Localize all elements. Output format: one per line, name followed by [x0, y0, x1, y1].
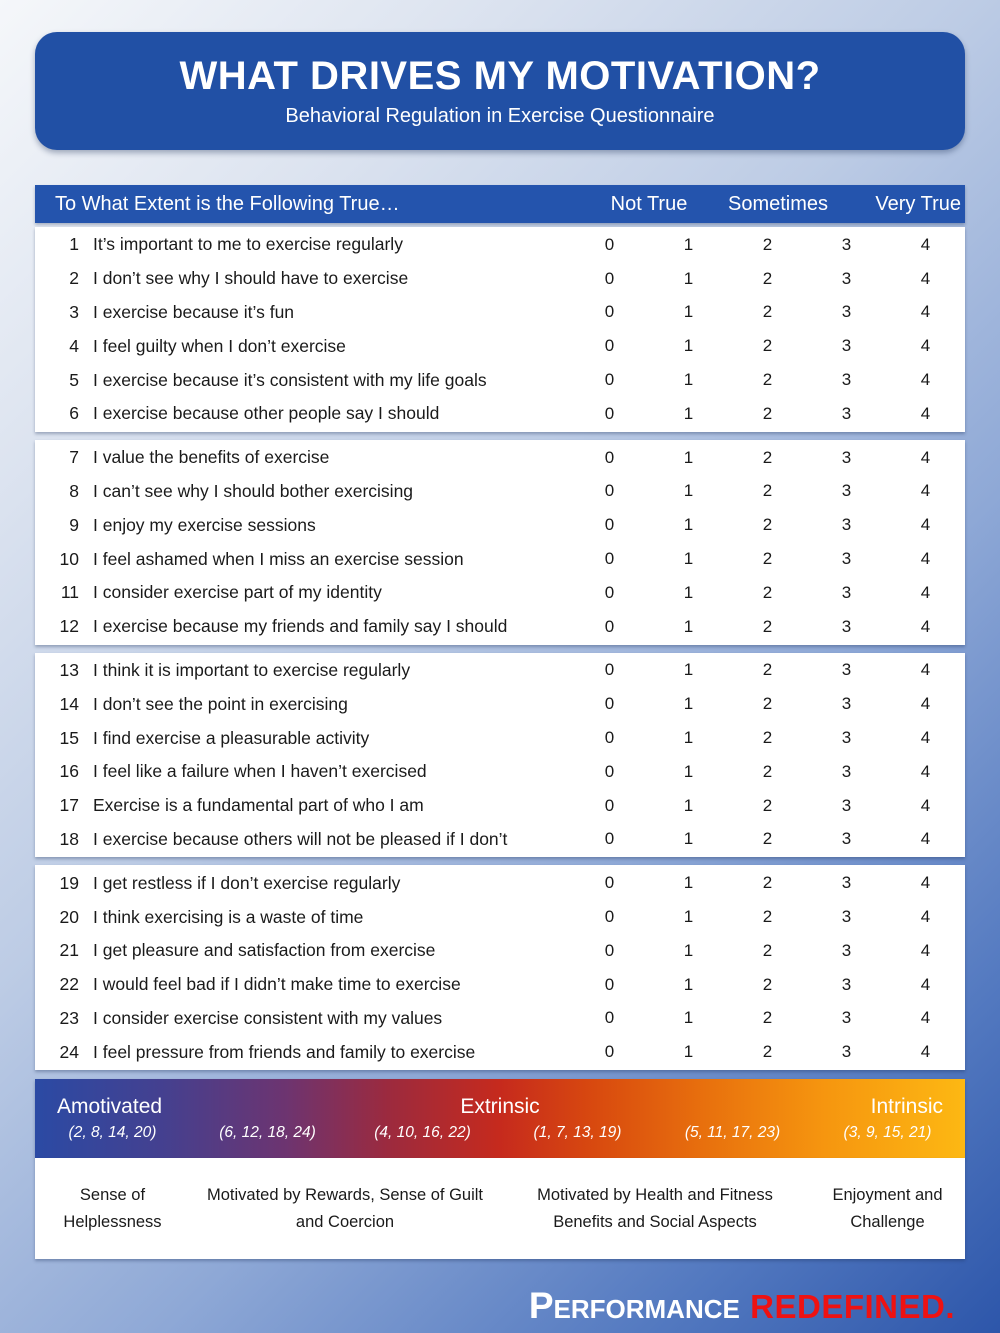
rating-option[interactable]: 2	[762, 728, 773, 748]
question-text: I exercise because other people say I should	[93, 403, 440, 424]
question-row	[35, 363, 965, 397]
page-title: WHAT DRIVES MY MOTIVATION?	[179, 54, 821, 98]
rating-option[interactable]: 4	[920, 336, 931, 356]
rating-option[interactable]: 2	[762, 660, 773, 680]
question-number: 3	[69, 301, 79, 322]
rating-option[interactable]: 4	[920, 447, 931, 467]
question-number: 4	[69, 335, 79, 356]
rating-option[interactable]: 2	[762, 761, 773, 781]
rating-option[interactable]: 1	[683, 268, 694, 288]
rating-option[interactable]: 3	[841, 873, 852, 893]
question-row	[35, 508, 965, 542]
question-number: 12	[59, 616, 79, 637]
rating-option[interactable]: 0	[604, 1042, 615, 1062]
rating-option[interactable]: 4	[920, 694, 931, 714]
question-number: 15	[59, 727, 79, 748]
brand-performance: Performance	[528, 1285, 740, 1327]
rating-option[interactable]: 0	[604, 1008, 615, 1028]
rating-option[interactable]: 0	[604, 694, 615, 714]
rating-option[interactable]: 2	[762, 515, 773, 535]
question-text: It’s important to me to exercise regularly	[93, 234, 403, 255]
rating-option[interactable]: 0	[604, 761, 615, 781]
question-block	[35, 227, 965, 432]
question-row	[35, 262, 965, 296]
rating-option[interactable]: 2	[762, 336, 773, 356]
rating-option[interactable]: 3	[841, 940, 852, 960]
rating-option[interactable]: 2	[762, 907, 773, 927]
question-block	[35, 440, 965, 645]
rating-option[interactable]: 0	[604, 370, 615, 390]
question-row	[35, 900, 965, 934]
question-text: I feel pressure from friends and family to exercise	[93, 1041, 476, 1062]
question-number: 13	[59, 659, 79, 680]
rating-option[interactable]: 4	[920, 873, 931, 893]
question-number: 23	[59, 1007, 79, 1028]
question-row	[35, 610, 965, 644]
rating-option[interactable]: 3	[841, 481, 852, 501]
rating-option[interactable]: 2	[762, 370, 773, 390]
question-row	[35, 823, 965, 857]
number-group: (3, 9, 15, 21)	[843, 1124, 932, 1142]
question-row	[35, 1002, 965, 1036]
rating-option[interactable]: 0	[604, 660, 615, 680]
question-number: 22	[59, 974, 79, 995]
question-text: I feel ashamed when I miss an exercise session	[93, 548, 464, 569]
column-header-very-true: Very True	[875, 192, 961, 215]
question-number: 24	[59, 1041, 79, 1062]
rating-option[interactable]: 0	[604, 616, 615, 636]
question-number: 8	[69, 480, 79, 501]
rating-option[interactable]: 0	[604, 336, 615, 356]
rating-option[interactable]: 4	[920, 268, 931, 288]
rating-option[interactable]: 4	[920, 728, 931, 748]
rating-option[interactable]: 4	[920, 616, 931, 636]
question-number: 6	[69, 403, 79, 424]
title-card	[35, 32, 965, 150]
question-number: 11	[60, 582, 79, 603]
question-number: 20	[59, 906, 79, 927]
rating-option[interactable]: 1	[683, 940, 694, 960]
rating-option[interactable]: 0	[604, 974, 615, 994]
question-text: I feel like a failure when I haven’t exercised	[93, 761, 427, 782]
question-number: 21	[59, 940, 79, 961]
rating-option[interactable]: 3	[841, 660, 852, 680]
number-group: (2, 8, 14, 20)	[68, 1124, 157, 1142]
rating-option[interactable]: 4	[920, 829, 931, 849]
rating-option[interactable]: 0	[604, 302, 615, 322]
question-row	[35, 228, 965, 262]
question-number: 1	[69, 234, 79, 255]
rating-option[interactable]: 2	[762, 795, 773, 815]
rating-option[interactable]: 1	[683, 336, 694, 356]
question-block	[35, 653, 965, 858]
rating-option[interactable]: 3	[841, 582, 852, 602]
question-block	[35, 865, 965, 1070]
column-header-not-true: Not True	[610, 192, 688, 215]
rating-option[interactable]: 1	[683, 582, 694, 602]
rating-option[interactable]: 4	[920, 795, 931, 815]
rating-option[interactable]: 1	[683, 1042, 694, 1062]
question-text: I exercise because my friends and family say I should	[93, 616, 508, 637]
rating-option[interactable]: 0	[604, 728, 615, 748]
question-text: I feel guilty when I don’t exercise	[93, 335, 346, 356]
question-row	[35, 441, 965, 475]
rating-option[interactable]: 2	[762, 481, 773, 501]
rating-option[interactable]: 1	[683, 447, 694, 467]
question-text: I exercise because it’s fun	[93, 301, 295, 322]
question-number: 14	[59, 693, 79, 714]
category-description: Enjoyment and Challenge	[832, 1186, 943, 1231]
question-text: I exercise because others will not be pleased if I don’t	[93, 828, 508, 849]
rating-option[interactable]: 4	[920, 582, 931, 602]
rating-option[interactable]: 4	[920, 481, 931, 501]
rating-option[interactable]: 1	[683, 873, 694, 893]
rating-option[interactable]: 3	[841, 974, 852, 994]
rating-option[interactable]: 1	[683, 728, 694, 748]
rating-option[interactable]: 3	[841, 1042, 852, 1062]
brand-logo	[35, 1285, 965, 1327]
rating-option[interactable]: 3	[841, 829, 852, 849]
rating-option[interactable]: 3	[841, 1008, 852, 1028]
number-group: (5, 11, 17, 23)	[684, 1124, 781, 1142]
rating-option[interactable]: 4	[920, 549, 931, 569]
question-text: I think exercising is a waste of time	[93, 906, 364, 927]
rating-option[interactable]: 1	[683, 907, 694, 927]
rating-option[interactable]: 0	[604, 403, 615, 423]
question-text: I can’t see why I should bother exercising	[93, 480, 414, 501]
rating-option[interactable]: 3	[841, 907, 852, 927]
rating-option[interactable]: 1	[683, 515, 694, 535]
rating-option[interactable]: 3	[841, 336, 852, 356]
rating-option[interactable]: 4	[920, 761, 931, 781]
question-number-groups	[35, 1124, 965, 1142]
question-text: I consider exercise consistent with my values	[93, 1007, 443, 1028]
rating-option[interactable]: 0	[604, 515, 615, 535]
question-number: 19	[59, 872, 79, 893]
question-row	[35, 542, 965, 576]
rating-option[interactable]: 2	[762, 447, 773, 467]
rating-option[interactable]: 0	[604, 795, 615, 815]
rating-option[interactable]: 0	[604, 873, 615, 893]
rating-option[interactable]: 4	[920, 940, 931, 960]
rating-option[interactable]: 3	[841, 694, 852, 714]
question-text: Exercise is a fundamental part of who I am	[93, 795, 424, 816]
number-group: (4, 10, 16, 22)	[374, 1124, 471, 1142]
question-text: I get pleasure and satisfaction from exercise	[93, 940, 436, 961]
question-number: 5	[69, 369, 79, 390]
question-number: 10	[59, 548, 79, 569]
rating-option[interactable]: 2	[762, 616, 773, 636]
question-text: I enjoy my exercise sessions	[93, 514, 316, 535]
rating-option[interactable]: 3	[841, 616, 852, 636]
rating-option[interactable]: 0	[604, 940, 615, 960]
question-row	[35, 934, 965, 968]
category-description: Sense of Helplessness	[63, 1186, 162, 1231]
rating-option[interactable]: 1	[683, 761, 694, 781]
rating-option[interactable]: 2	[762, 234, 773, 254]
question-number: 9	[69, 514, 79, 535]
rating-option[interactable]: 1	[683, 1008, 694, 1028]
rating-option[interactable]: 3	[841, 728, 852, 748]
rating-option[interactable]: 4	[920, 1008, 931, 1028]
rating-option[interactable]: 4	[920, 302, 931, 322]
rating-option[interactable]: 2	[762, 940, 773, 960]
number-group: (1, 7, 13, 19)	[533, 1124, 622, 1142]
question-number: 7	[69, 447, 79, 468]
rating-option[interactable]: 1	[683, 370, 694, 390]
rating-option[interactable]: 0	[604, 582, 615, 602]
question-row	[35, 296, 965, 330]
rating-option[interactable]: 3	[841, 268, 852, 288]
rating-option[interactable]: 1	[683, 549, 694, 569]
rating-option[interactable]: 3	[841, 234, 852, 254]
question-text: I think it is important to exercise regularly	[93, 659, 411, 680]
rating-option[interactable]: 1	[683, 694, 694, 714]
rating-option[interactable]: 1	[683, 660, 694, 680]
rating-option[interactable]: 4	[920, 660, 931, 680]
rating-option[interactable]: 2	[762, 1042, 773, 1062]
motivation-spectrum-bar	[35, 1079, 965, 1158]
number-group: (6, 12, 18, 24)	[219, 1124, 316, 1142]
question-row	[35, 968, 965, 1002]
category-intrinsic: Intrinsic	[870, 1095, 943, 1119]
rating-option[interactable]: 4	[920, 370, 931, 390]
column-header-question: To What Extent is the Following True…	[55, 192, 400, 215]
question-text: I exercise because it’s consistent with my life goals	[93, 369, 487, 390]
category-extrinsic: Extrinsic	[460, 1095, 540, 1119]
rating-option[interactable]: 1	[683, 616, 694, 636]
category-amotivated: Amotivated	[57, 1095, 163, 1119]
rating-option[interactable]: 1	[683, 974, 694, 994]
question-text: I would feel bad if I didn’t make time to exercise	[93, 974, 461, 995]
question-row	[35, 576, 965, 610]
question-row	[35, 866, 965, 900]
question-row	[35, 329, 965, 363]
question-text: I don’t see the point in exercising	[93, 693, 348, 714]
question-number: 18	[59, 828, 79, 849]
rating-option[interactable]: 3	[841, 370, 852, 390]
question-row	[35, 1035, 965, 1069]
question-number: 17	[59, 795, 79, 816]
question-row	[35, 654, 965, 688]
rating-option[interactable]: 3	[841, 795, 852, 815]
rating-option[interactable]: 3	[841, 549, 852, 569]
rating-option[interactable]: 2	[762, 582, 773, 602]
rating-option[interactable]: 0	[604, 549, 615, 569]
rating-option[interactable]: 3	[841, 515, 852, 535]
question-text: I value the benefits of exercise	[93, 447, 330, 468]
question-row	[35, 789, 965, 823]
rating-option[interactable]: 4	[920, 907, 931, 927]
question-row	[35, 687, 965, 721]
rating-option[interactable]: 4	[920, 974, 931, 994]
spectrum-category-labels	[35, 1095, 965, 1119]
rating-option[interactable]: 3	[841, 403, 852, 423]
question-number: 16	[59, 761, 79, 782]
question-row	[35, 721, 965, 755]
column-header-sometimes: Sometimes	[728, 192, 829, 215]
rating-option[interactable]: 0	[604, 829, 615, 849]
rating-option[interactable]: 2	[762, 829, 773, 849]
rating-option[interactable]: 1	[683, 481, 694, 501]
rating-option[interactable]: 3	[841, 447, 852, 467]
rating-option[interactable]: 0	[604, 268, 615, 288]
question-row	[35, 755, 965, 789]
rating-option[interactable]: 1	[683, 403, 694, 423]
rating-option[interactable]: 2	[762, 302, 773, 322]
brand-redefined: REDEFINED.	[750, 1288, 955, 1326]
rating-option[interactable]: 4	[920, 1042, 931, 1062]
rating-option[interactable]: 4	[920, 403, 931, 423]
rating-option[interactable]: 0	[604, 447, 615, 467]
rating-option[interactable]: 2	[762, 974, 773, 994]
category-description: Motivated by Health and Fitness Benefits and Social Aspects	[537, 1186, 773, 1231]
category-descriptions-panel	[35, 1158, 965, 1259]
question-row	[35, 397, 965, 431]
question-row	[35, 475, 965, 509]
rating-option[interactable]: 4	[920, 234, 931, 254]
rating-option[interactable]: 2	[762, 873, 773, 893]
question-text: I find exercise a pleasurable activity	[93, 727, 370, 748]
table-header	[35, 185, 965, 223]
question-text: I don’t see why I should have to exercise	[93, 268, 409, 289]
rating-option[interactable]: 0	[604, 907, 615, 927]
rating-option[interactable]: 2	[762, 268, 773, 288]
question-text: I get restless if I don’t exercise regularly	[93, 872, 401, 893]
question-number: 2	[69, 268, 79, 289]
rating-option[interactable]: 2	[762, 1008, 773, 1028]
rating-option[interactable]: 4	[920, 515, 931, 535]
rating-option[interactable]: 0	[604, 481, 615, 501]
rating-option[interactable]: 2	[762, 694, 773, 714]
rating-option[interactable]: 0	[604, 234, 615, 254]
rating-option[interactable]: 1	[683, 829, 694, 849]
rating-option[interactable]: 2	[762, 403, 773, 423]
rating-option[interactable]: 1	[683, 302, 694, 322]
rating-option[interactable]: 1	[683, 795, 694, 815]
rating-option[interactable]: 3	[841, 302, 852, 322]
rating-option[interactable]: 2	[762, 549, 773, 569]
rating-option[interactable]: 1	[683, 234, 694, 254]
page-subtitle: Behavioral Regulation in Exercise Questionnaire	[285, 105, 715, 127]
question-text: I consider exercise part of my identity	[93, 582, 382, 603]
category-description: Motivated by Rewards, Sense of Guilt and Coercion	[206, 1186, 484, 1231]
rating-option[interactable]: 3	[841, 761, 852, 781]
